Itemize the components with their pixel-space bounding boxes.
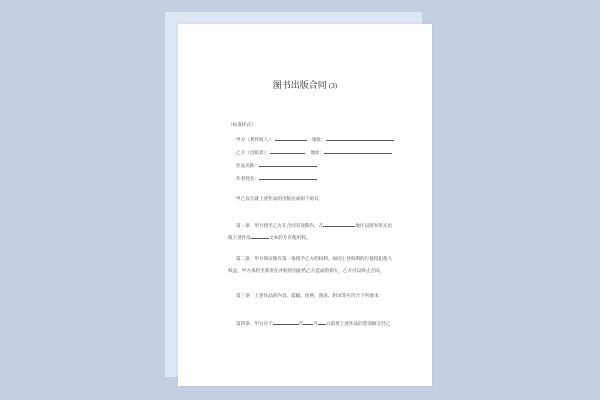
day-blank [318,320,326,325]
party-b-label: 乙方（出版者）： [236,151,271,156]
article-1-line-2 [228,234,310,242]
month-blank [303,320,313,325]
address-label: 地址： [312,138,326,143]
article-4-text-a: 第四条 甲方应于 [236,322,273,327]
year-blank [273,320,299,325]
work-title-label: 作品名称： [236,164,259,169]
author-label: 作者姓名： [236,177,259,182]
article-4-text-b: 日前将上述作品的誊清稿交付乙 [325,322,391,327]
work-title-blank [259,162,317,167]
author-blank [259,175,317,180]
party-a-label: 甲方（著作权人）： [236,138,276,143]
article-4-year-label: 年 [298,322,304,327]
article-2-line-1: 第二条 甲方保证拥有第一条授予乙方的权利。如因上述权利的行使侵犯他人 [236,257,393,262]
intro-text: 甲乙双方就上述作品的出版达成如下协议： [236,197,324,202]
article-4-line [236,320,390,328]
author-line [236,175,317,183]
article-1-text-d: 文本的专有使用权。 [268,236,311,241]
article-2-line-2: 权益，甲方承担全部责任并赔偿因此给乙方造成的损失，乙方可以终止合同。 [228,269,385,274]
party-a-blank [275,136,307,141]
party-b-line [236,149,392,157]
address-label-2: 地址： [310,151,325,156]
article-1-text-a: 第一条 甲方授予乙方在合同有效期内，在 [236,224,324,229]
article-1-line-1 [236,222,392,230]
party-b-address-blank [324,149,392,154]
language-blank [251,234,269,239]
article-1-text-c: 版上述作品 [228,236,251,241]
region-blank [323,222,355,227]
page-title [178,78,432,91]
party-b-blank [270,149,305,154]
title-text: 图书出版合同 [272,81,327,91]
title-number: (3) [328,83,338,90]
sample-label: （标准样式） [228,123,256,128]
contract-page [178,24,432,386]
party-a-line [236,136,394,144]
article-1-text-b: 地区以图书形式出 [355,224,393,229]
article-4-month-label: 月 [313,322,318,327]
party-a-address-blank [326,136,394,141]
article-3-line: 第三条 上述作品的内容、篇幅、体例、图表、附录等应符合下列要求： [236,294,384,299]
work-title-line [236,162,317,170]
